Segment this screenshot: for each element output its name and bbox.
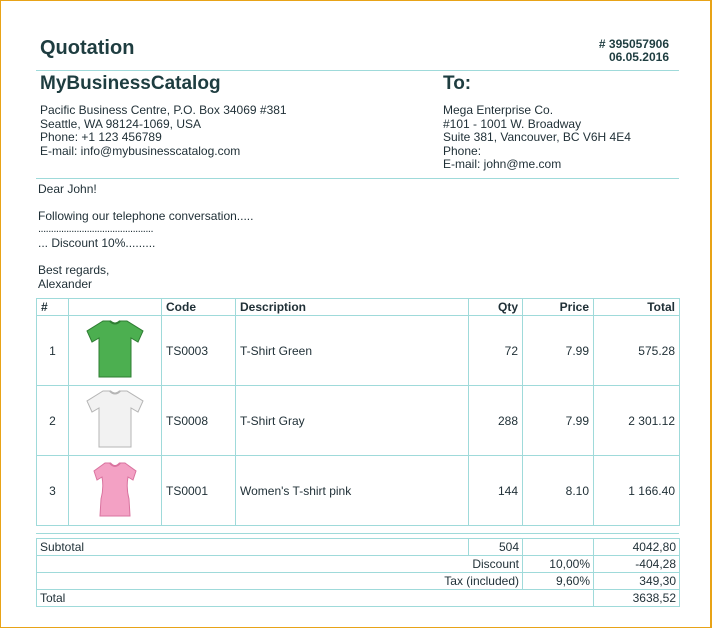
subtotal-label: Subtotal — [37, 539, 469, 556]
gray-tshirt-image — [83, 388, 147, 450]
buyer-company: Mega Enterprise Co. — [443, 103, 554, 117]
product-image-cell — [69, 316, 162, 386]
divider — [36, 70, 679, 71]
total-label: Total — [37, 590, 594, 607]
tax-label: Tax (included) — [37, 573, 523, 590]
discount-amount: -404,28 — [594, 556, 680, 573]
buyer-phone: Phone: — [443, 143, 482, 158]
subtotal-empty — [523, 539, 594, 556]
letter-closing: Best regards, — [38, 263, 110, 277]
row-number: 2 — [37, 386, 69, 456]
seller-email: E-mail: info@mybusinesscatalog.com — [40, 143, 241, 158]
seller-address — [40, 104, 287, 158]
seller-address-line: Pacific Business Centre, P.O. Box 34069 #381 — [40, 103, 287, 117]
row-code: TS0003 — [162, 316, 236, 386]
discount-rate: 10,00% — [523, 556, 594, 573]
buyer-address — [443, 104, 631, 172]
row-total: 2 301.12 — [594, 386, 680, 456]
totals-table — [36, 538, 680, 607]
divider — [36, 178, 679, 179]
pink-womens-tshirt-image — [83, 458, 147, 520]
discount-label: Discount — [37, 556, 523, 573]
table-row — [37, 456, 680, 526]
table-row — [37, 316, 680, 386]
letter-line: Following our telephone conversation..... — [38, 209, 254, 223]
header-description: Description — [236, 299, 469, 316]
header-image — [69, 299, 162, 316]
header-price: Price — [523, 299, 594, 316]
green-tshirt-image — [83, 318, 147, 380]
seller-name: MyBusinessCatalog — [40, 73, 221, 94]
row-code: TS0001 — [162, 456, 236, 526]
document-title: Quotation — [40, 37, 135, 59]
row-description: T-Shirt Green — [236, 316, 469, 386]
header-total: Total — [594, 299, 680, 316]
total-amount: 3638,52 — [594, 590, 680, 607]
buyer-label: To: — [443, 73, 472, 94]
table-header-row — [37, 299, 680, 316]
row-number: 3 — [37, 456, 69, 526]
discount-row — [37, 556, 680, 573]
table-row — [37, 386, 680, 456]
row-description: T-Shirt Gray — [236, 386, 469, 456]
row-price: 7.99 — [523, 386, 594, 456]
seller-phone: Phone: +1 123 456789 — [40, 130, 162, 144]
row-total: 575.28 — [594, 316, 680, 386]
letter-signature: Alexander — [38, 277, 93, 291]
letter-greeting: Dear John! — [38, 182, 97, 196]
row-description: Women's T-shirt pink — [236, 456, 469, 526]
header-number: # — [37, 299, 69, 316]
items-table — [36, 298, 680, 526]
document-number: # 395057906 — [598, 37, 669, 51]
letter-line: ............................................. — [38, 223, 154, 235]
seller-address-line: Seattle, WA 98124-1069, USA — [40, 116, 201, 131]
product-image-cell — [69, 386, 162, 456]
document-number-block — [599, 38, 669, 64]
tax-amount: 349,30 — [594, 573, 680, 590]
divider — [36, 533, 679, 534]
document-date: 06.05.2016 — [608, 50, 669, 64]
letter-line: ... Discount 10%......... — [38, 236, 156, 250]
subtotal-qty: 504 — [469, 539, 523, 556]
buyer-address-line: Suite 381, Vancouver, BC V6H 4E4 — [443, 130, 631, 144]
row-price: 8.10 — [523, 456, 594, 526]
subtotal-row — [37, 539, 680, 556]
header-code: Code — [162, 299, 236, 316]
total-row — [37, 590, 680, 607]
product-image-cell — [69, 456, 162, 526]
row-qty: 288 — [469, 386, 523, 456]
buyer-address-line: #101 - 1001 W. Broadway — [443, 116, 582, 131]
tax-rate: 9,60% — [523, 573, 594, 590]
buyer-email: E-mail: john@me.com — [443, 157, 562, 171]
row-number: 1 — [37, 316, 69, 386]
row-price: 7.99 — [523, 316, 594, 386]
header-qty: Qty — [469, 299, 523, 316]
subtotal-amount: 4042,80 — [594, 539, 680, 556]
row-total: 1 166.40 — [594, 456, 680, 526]
row-qty: 144 — [469, 456, 523, 526]
tax-row — [37, 573, 680, 590]
row-code: TS0008 — [162, 386, 236, 456]
row-qty: 72 — [469, 316, 523, 386]
